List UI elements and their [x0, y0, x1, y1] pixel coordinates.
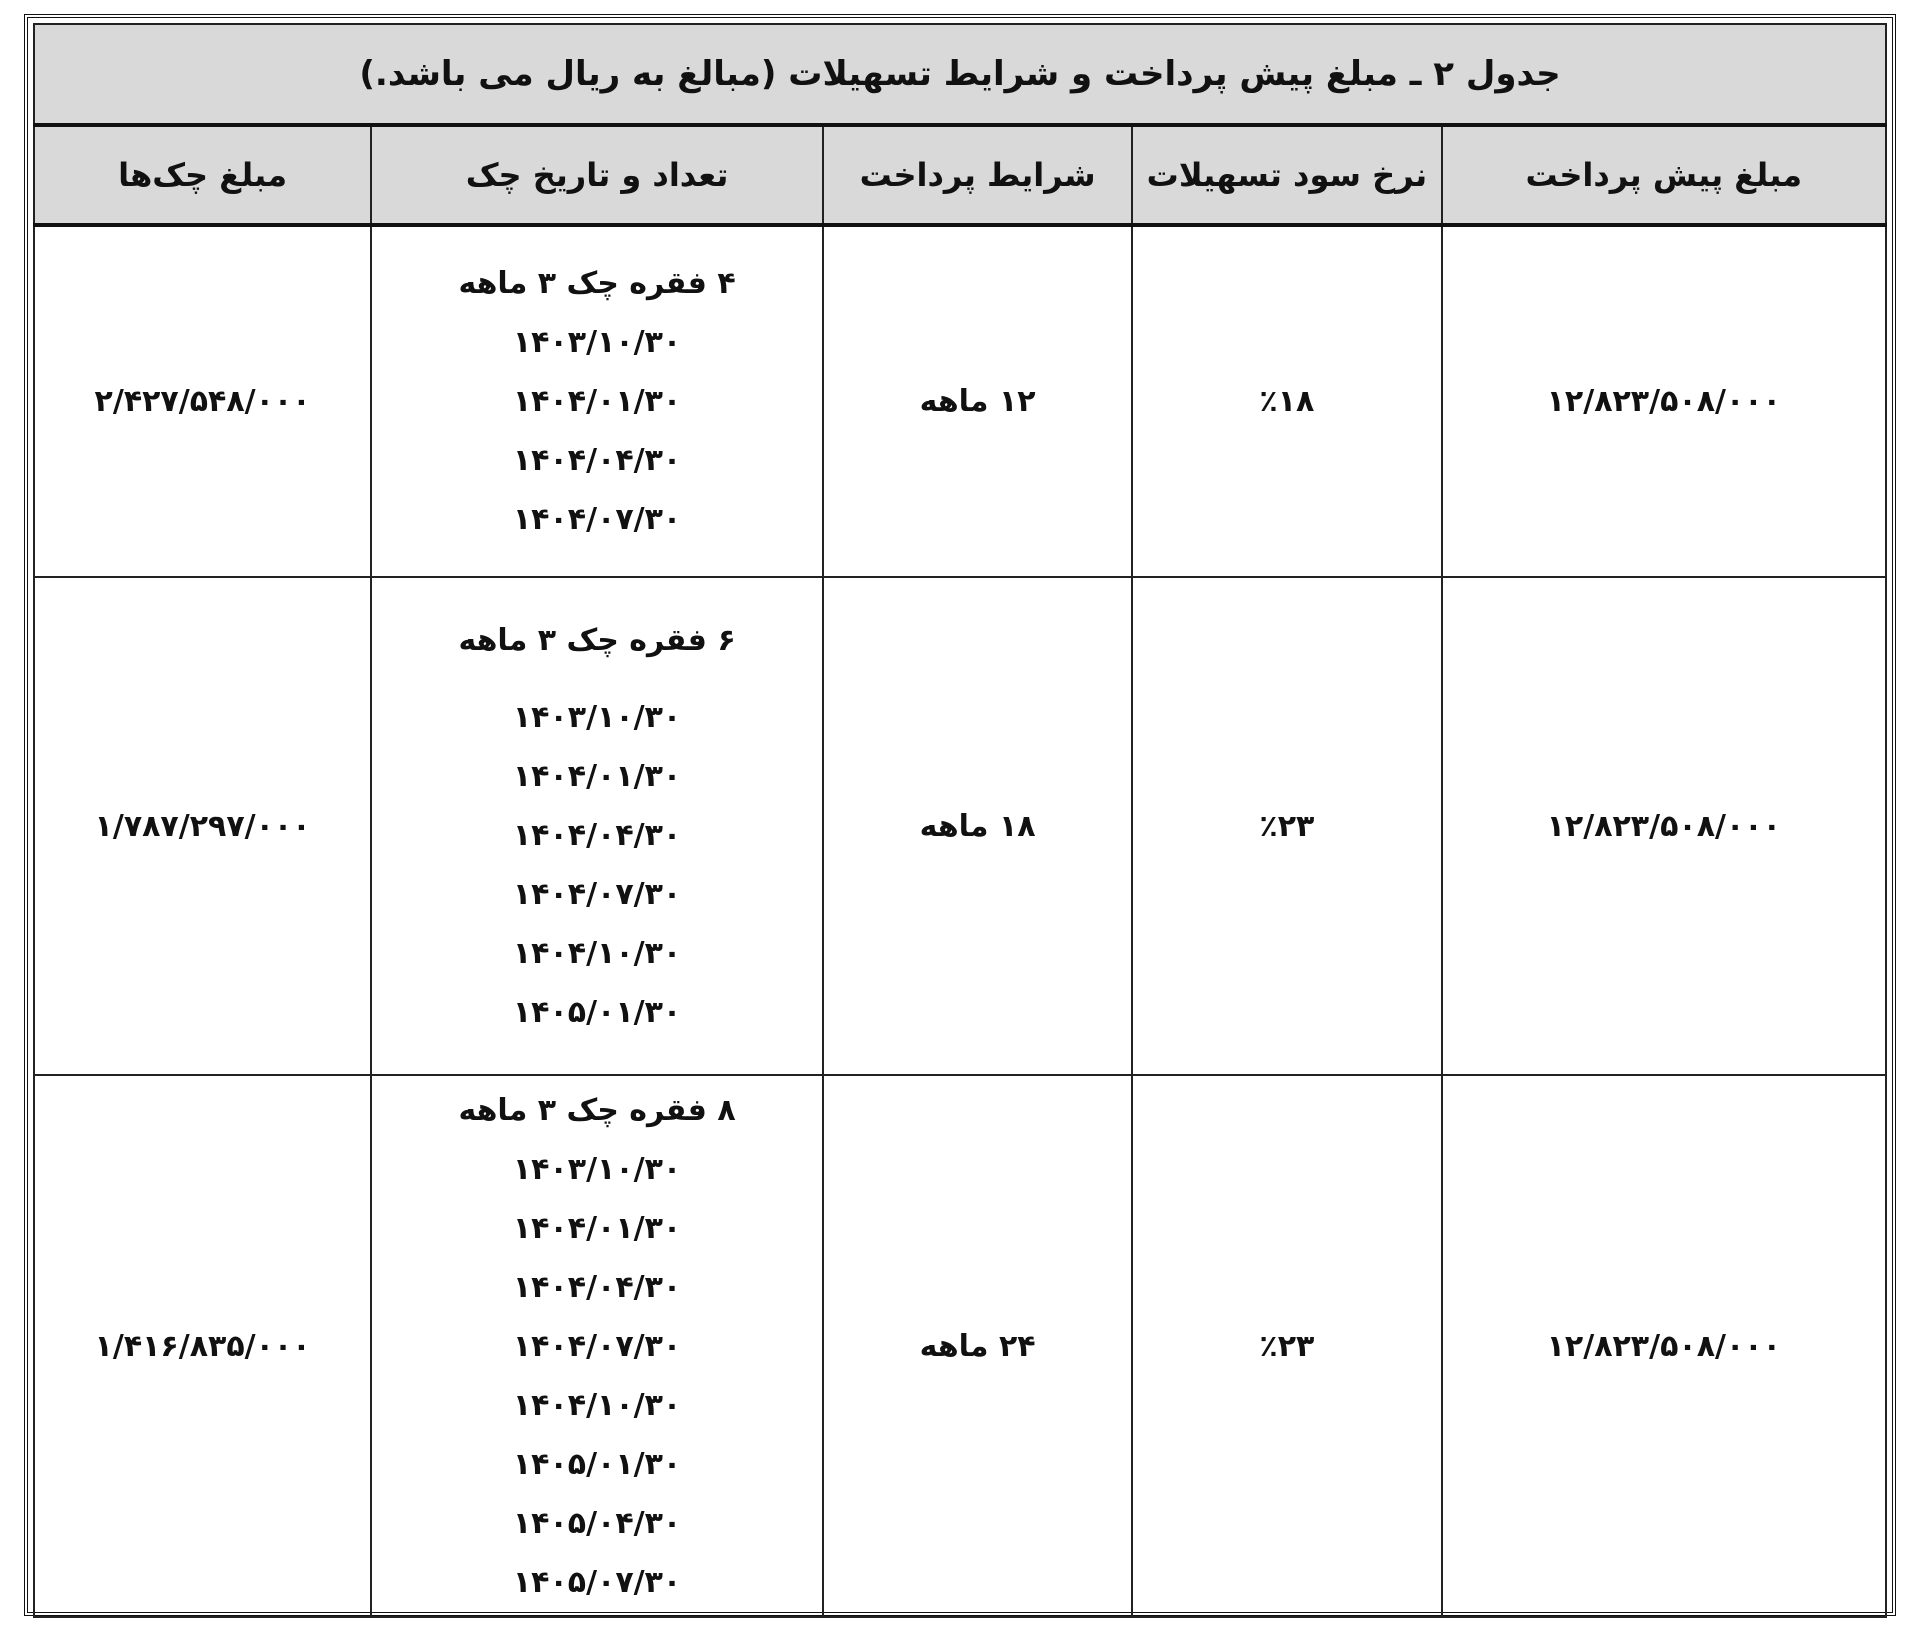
check-date: ۱۴۰۴/۰۱/۳۰ — [512, 1210, 682, 1246]
check-date: ۱۴۰۴/۱۰/۳۰ — [512, 1387, 682, 1423]
header-terms: شرایط پرداخت — [823, 125, 1132, 225]
checks-title: ۶ فقره چک ۳ ماهه — [458, 622, 736, 658]
check-amount-cell: ۱/۴۱۶/۸۳۵/۰۰۰ — [34, 1075, 371, 1617]
check-date: ۱۴۰۴/۰۱/۳۰ — [512, 758, 682, 794]
check-date: ۱۴۰۴/۰۷/۳۰ — [512, 502, 682, 537]
prepayment-cell: ۱۲/۸۲۳/۵۰۸/۰۰۰ — [1442, 225, 1886, 577]
checks-title: ۸ فقره چک ۳ ماهه — [458, 1092, 736, 1128]
check-date: ۱۴۰۴/۰۴/۳۰ — [512, 1269, 682, 1305]
header-checks: تعداد و تاریخ چک — [371, 125, 823, 225]
payment-table — [33, 23, 1887, 1618]
checks-cell — [371, 1075, 823, 1617]
table-frame — [24, 14, 1896, 1616]
rate-cell: ٪۲۳ — [1132, 1075, 1441, 1617]
table-title: جدول ۲ ـ مبلغ پیش پرداخت و شرایط تسهیلات (مبالغ به ریال می باشد.) — [34, 24, 1886, 125]
rate-cell: ٪۲۳ — [1132, 577, 1441, 1075]
check-date: ۱۴۰۳/۱۰/۳۰ — [512, 1151, 682, 1187]
header-prepayment: مبلغ پیش پرداخت — [1442, 125, 1886, 225]
check-date: ۱۴۰۵/۰۷/۳۰ — [512, 1564, 682, 1600]
check-date: ۱۴۰۴/۰۷/۳۰ — [512, 1328, 682, 1364]
check-date: ۱۴۰۳/۱۰/۳۰ — [512, 325, 682, 360]
prepayment-cell: ۱۲/۸۲۳/۵۰۸/۰۰۰ — [1442, 1075, 1886, 1617]
checks-cell — [371, 577, 823, 1075]
table-row — [34, 225, 1886, 577]
check-date: ۱۴۰۴/۰۷/۳۰ — [512, 876, 682, 912]
terms-cell: ۲۴ ماهه — [823, 1075, 1132, 1617]
check-date: ۱۴۰۴/۰۱/۳۰ — [512, 384, 682, 419]
check-date: ۱۴۰۵/۰۴/۳۰ — [512, 1505, 682, 1541]
check-date: ۱۴۰۴/۰۴/۳۰ — [512, 817, 682, 853]
terms-cell: ۱۸ ماهه — [823, 577, 1132, 1075]
rate-cell: ٪۱۸ — [1132, 225, 1441, 577]
check-amount-cell: ۲/۴۲۷/۵۴۸/۰۰۰ — [34, 225, 371, 577]
check-date: ۱۴۰۳/۱۰/۳۰ — [512, 699, 682, 735]
check-amount-cell: ۱/۷۸۷/۲۹۷/۰۰۰ — [34, 577, 371, 1075]
check-date: ۱۴۰۴/۱۰/۳۰ — [512, 935, 682, 971]
header-rate: نرخ سود تسهیلات — [1132, 125, 1441, 225]
terms-cell: ۱۲ ماهه — [823, 225, 1132, 577]
check-date: ۱۴۰۵/۰۱/۳۰ — [512, 994, 682, 1030]
header-check-amount: مبلغ چک‌ها — [34, 125, 371, 225]
checks-cell — [371, 225, 823, 577]
table-row — [34, 577, 1886, 1075]
check-date: ۱۴۰۵/۰۱/۳۰ — [512, 1446, 682, 1482]
prepayment-cell: ۱۲/۸۲۳/۵۰۸/۰۰۰ — [1442, 577, 1886, 1075]
checks-title: ۴ فقره چک ۳ ماهه — [458, 266, 736, 301]
table-row — [34, 1075, 1886, 1617]
check-date: ۱۴۰۴/۰۴/۳۰ — [512, 443, 682, 478]
